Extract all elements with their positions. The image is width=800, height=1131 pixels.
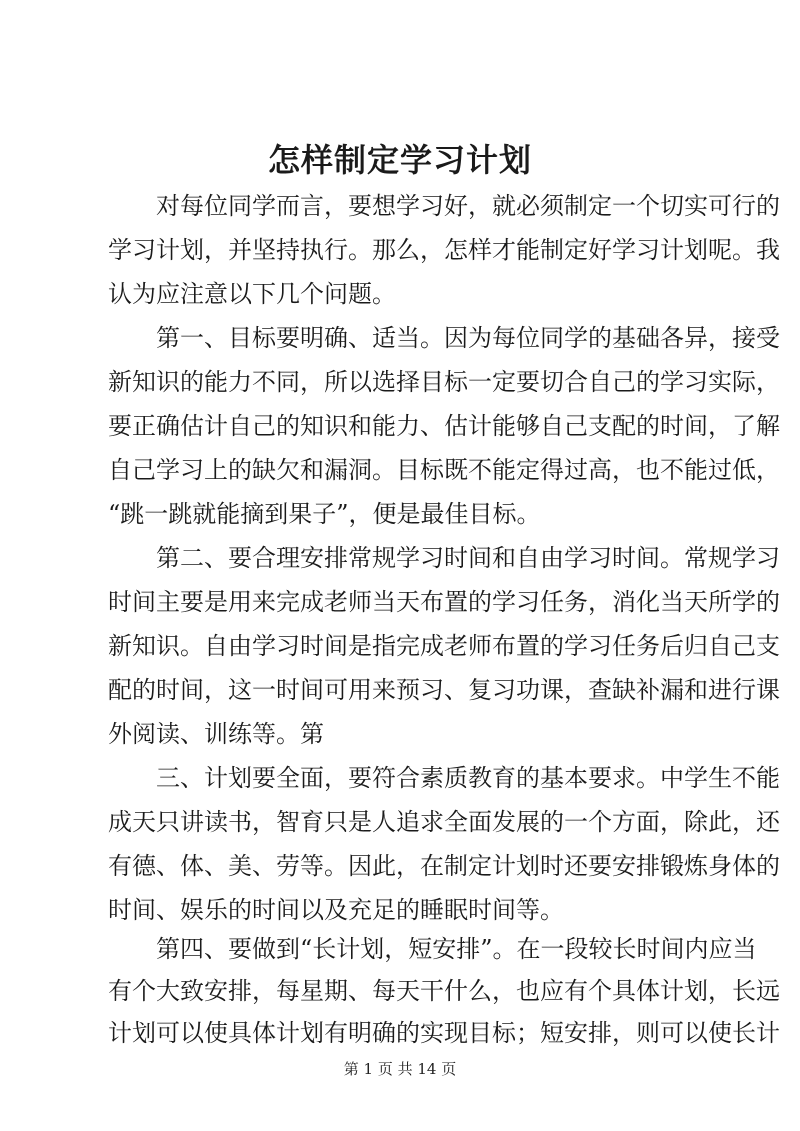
text-line: “跳一跳就能摘到果子”，便是最佳目标。 — [108, 500, 541, 528]
text-line: 成天只讲读书，智育只是人追求全面发展的一个方面，除此，还 — [108, 808, 780, 836]
text-line: 对每位同学而言，要想学习好，就必须制定一个切实可行的 — [156, 192, 780, 220]
text-line: 认为应注意以下几个问题。 — [108, 280, 396, 308]
text-line: 时间主要是用来完成老师当天布置的学习任务，消化当天所学的 — [108, 588, 780, 616]
text-line: 新知识。自由学习时间是指完成老师布置的学习任务后归自己支 — [108, 632, 780, 660]
document-title: 怎样制定学习计划 — [267, 141, 532, 179]
text-line: 有个大致安排，每星期、每天干什么，也应有个具体计划，长远 — [108, 977, 780, 1005]
text-line: 学习计划，并坚持执行。那么，怎样才能制定好学习计划呢。我 — [108, 236, 780, 264]
text-line: 有德、体、美、劳等。因此，在制定计划时还要安排锻炼身体的 — [108, 852, 780, 880]
text-line: 第二、要合理安排常规学习时间和自由学习时间。常规学习 — [156, 544, 780, 572]
text-line: 外阅读、训练等。第 — [108, 720, 324, 748]
text-line: 要正确估计自己的知识和能力、估计能够自己支配的时间，了解 — [108, 412, 780, 440]
text-line: 时间、娱乐的时间以及充足的睡眠时间等。 — [108, 896, 564, 924]
text-line: 三、计划要全面，要符合素质教育的基本要求。中学生不能 — [156, 764, 780, 792]
text-line: 自己学习上的缺欠和漏洞。目标既不能定得过高，也不能过低， — [108, 456, 780, 484]
text-line: 配的时间，这一时间可用来预习、复习功课，查缺补漏和进行课 — [108, 676, 780, 704]
page-number: 第 1 页 共 14 页 — [343, 1060, 457, 1078]
text-line: 第一、目标要明确、适当。因为每位同学的基础各异，接受 — [156, 324, 780, 352]
text-line: 计划可以使具体计划有明确的实现目标；短安排，则可以使长计 — [108, 1019, 780, 1047]
text-line: 新知识的能力不同，所以选择目标一定要切合自己的学习实际， — [108, 368, 780, 396]
text-line: 第四、要做到“长计划，短安排”。在一段较长时间内应当 — [156, 935, 757, 963]
